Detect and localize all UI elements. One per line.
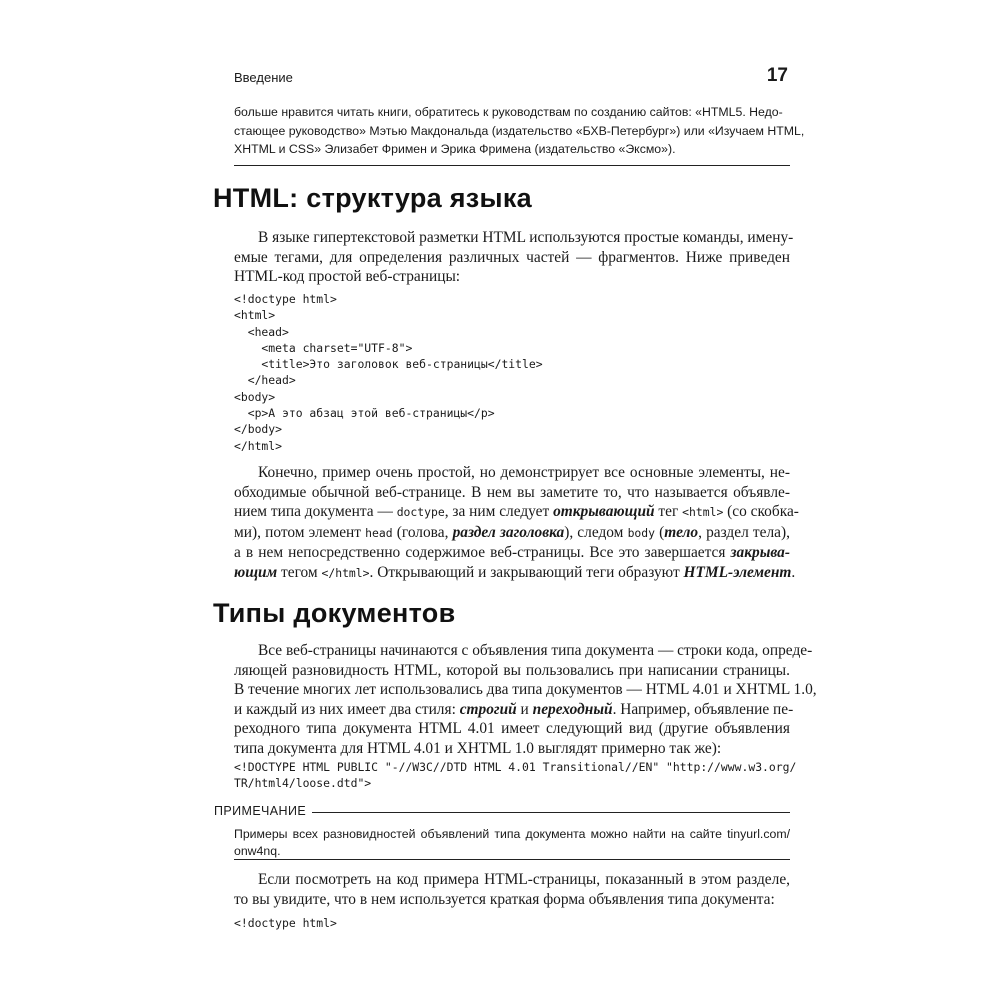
code-line: <!DOCTYPE HTML PUBLIC "-//W3C//DTD HTML 4.01 Transitional//EN" "http://www.w3.org/: [234, 760, 797, 774]
code-line: <head>: [234, 324, 289, 339]
code-line: <html>: [234, 308, 276, 323]
text-line: Если посмотреть на код примера HTML-страницы, показанный в этом разделе,: [258, 871, 790, 888]
code-line: TR/html4/loose.dtd">: [234, 776, 372, 791]
text-line: ми), потом элемент head (голова, раздел заголовка), следом body (тело, раздел тела),: [234, 523, 790, 541]
code-line: <!doctype html>: [234, 292, 337, 306]
section1-paragraph-1: [234, 228, 794, 287]
doctype-code-example: [234, 759, 797, 792]
note-bottom-rule: [234, 859, 790, 860]
text-line: типа документа для HTML 4.01 и XHTML 1.0 выглядят примерно так же):: [234, 739, 722, 757]
code-line: <title>Это заголовок веб-страницы</title>: [234, 357, 543, 372]
code-line: </head>: [234, 373, 296, 388]
html-code-example: [234, 291, 790, 454]
code-line: </body>: [234, 422, 283, 437]
section2-paragraph-1: [234, 641, 817, 758]
section1-paragraph-2: [234, 463, 799, 583]
text-line: емые тегами, для определения различных частей — фрагментов. Ниже приведен: [234, 248, 790, 266]
text-line: Конечно, пример очень простой, но демонстрирует все основные элементы, не-: [258, 464, 790, 481]
text-line: HTML-код простой веб-страницы:: [234, 268, 461, 285]
text-line: В языке гипертекстовой разметки HTML используются простые команды, имену-: [258, 229, 794, 246]
note-label: ПРИМЕЧАНИЕ: [214, 804, 312, 818]
text-line: ляющей разновидность HTML, которой вы пользовались при написании страницы.: [234, 661, 790, 679]
code-line: <meta charset="UTF-8">: [234, 340, 413, 355]
code-line: <p>А это абзац этой веб-страницы</p>: [234, 406, 495, 421]
code-line: <!doctype html>: [234, 916, 337, 930]
intro-note-line: стающее руководство» Мэтью Макдональда (издательство «БХВ-Петербург») или «Изучаем HTML,: [234, 123, 805, 138]
note-header: [214, 804, 790, 820]
section2-paragraph-2: [234, 870, 790, 909]
running-head: [234, 65, 788, 88]
text-line: реходного типа документа HTML 4.01 имеет следующий вид (другие объявления: [234, 720, 790, 737]
text-line: а в нем непосредственно содержимое веб-страницы. Все это завершается закрыва-: [234, 544, 790, 561]
note-line: Примеры всех разновидностей объявлений типа документа можно найти на сайте tinyurl.com/: [234, 827, 790, 841]
text-line: нием типа документа — doctype, за ним следует открывающий тег <html> (со скобка-: [234, 503, 799, 520]
section-heading-html-structure: HTML: структура языка: [213, 183, 533, 213]
code-line: <body>: [234, 389, 276, 404]
text-line: Все веб-страницы начинаются с объявления типа документа — строки кода, опреде-: [258, 642, 813, 659]
running-title: Введение: [234, 70, 293, 85]
page-number: 17: [766, 65, 788, 86]
intro-note-line: больше нравится читать книги, обратитесь к руководствам по созданию сайтов: «HTML5. Недо-: [234, 105, 783, 119]
intro-note-line: XHTML и CSS» Элизабет Фримен и Эрика Фримена (издательство «Эксмо»).: [234, 142, 676, 156]
text-line: ющим тегом </html>. Открывающий и закрывающий теги образуют HTML-элемент.: [234, 563, 796, 581]
section-heading-document-types: Типы документов: [213, 598, 456, 628]
text-line: В течение многих лет использовались два типа документов — HTML 4.01 и XHTML 1.0,: [234, 681, 817, 698]
note-body: [234, 826, 790, 859]
text-line: и каждый из них имеет два стиля: строгий и переходный. Например, объявление пе-: [234, 700, 794, 718]
short-doctype-code: [234, 915, 790, 931]
note-box: [214, 804, 790, 860]
note-line: onw4nq.: [234, 843, 281, 858]
intro-note: [234, 103, 805, 166]
text-line: то вы увидите, что в нем используется краткая форма объявления типа документа:: [234, 890, 775, 908]
text-line: обходимые обычной веб-странице. В нем вы заметите то, что называется объявле-: [234, 483, 790, 501]
code-line: </html>: [234, 438, 283, 453]
